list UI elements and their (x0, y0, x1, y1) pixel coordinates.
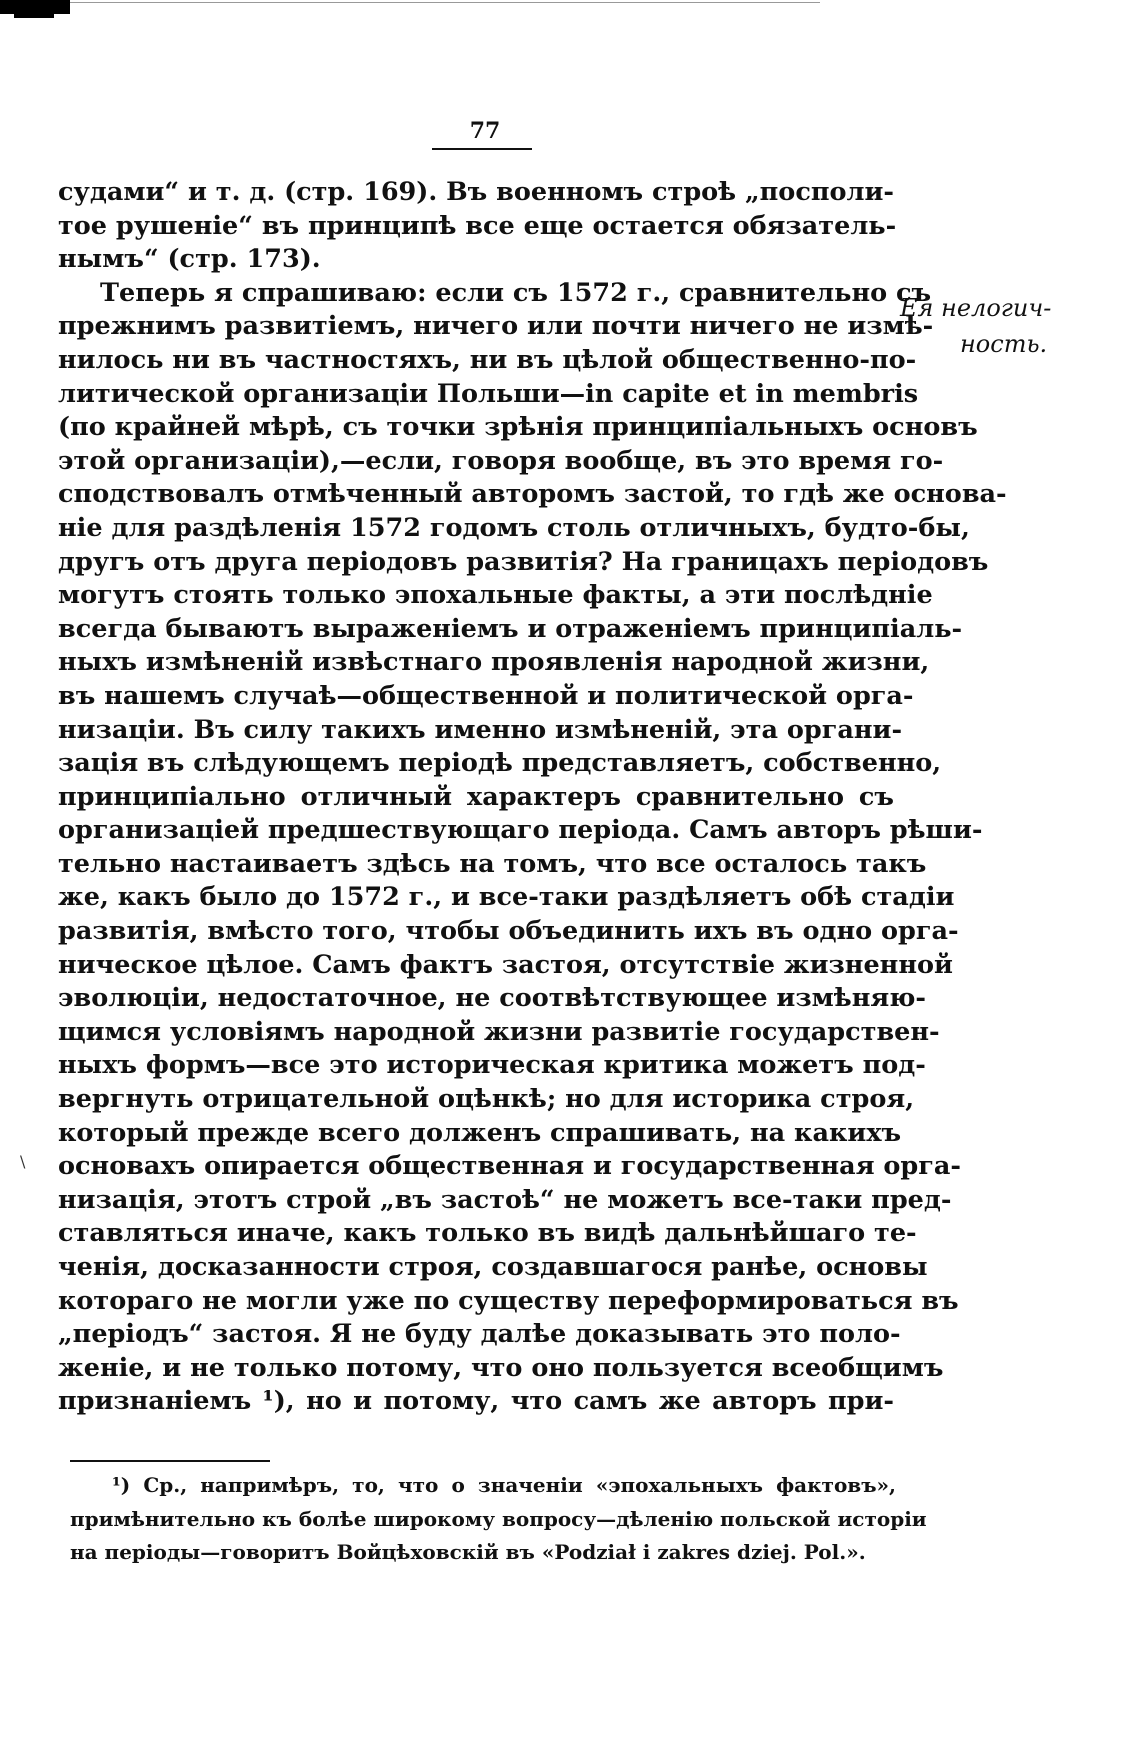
body-line: вергнуть отрицательной оцѣнкѣ; но для историка строя, (58, 1084, 915, 1115)
body-line: развитія, вмѣсто того, чтобы объединить ихъ въ одно орга- (58, 916, 959, 947)
footnote-rule (70, 1460, 270, 1462)
body-line: эволюціи, недостаточное, не соотвѣтствующее измѣняю- (58, 983, 926, 1014)
scan-corner-mark (0, 0, 70, 14)
body-line: въ нашемъ случаѣ—общественной и политической орга- (58, 680, 914, 711)
body-line: ныхъ формъ—все это историческая критика можетъ под- (58, 1050, 926, 1081)
body-line: низація, этотъ строй „въ застоѣ“ не можетъ все-таки пред- (58, 1184, 952, 1215)
footnote-line: на періоды—говоритъ Войцѣховскій въ «Podział i zakres dziej. Pol.». (70, 1540, 866, 1565)
margin-note-line: ность. (960, 330, 1048, 358)
body-line: „періодъ“ застоя. Я не буду далѣе доказывать это поло- (58, 1319, 901, 1350)
body-line: тое рушеніе“ въ принципѣ все еще остается обязатель- (58, 210, 897, 241)
footnote-line: примѣнительно къ болѣе широкому вопросу—дѣленію польской исторіи (70, 1506, 927, 1531)
footnotes (70, 1470, 927, 1571)
margin-note-line: Ея нелогич- (900, 294, 1052, 322)
body-line: зація въ слѣдующемъ періодѣ представляетъ, собственно, (58, 748, 942, 779)
body-line: признаніемъ ¹), но и потому, что самъ же авторъ при- (58, 1386, 894, 1417)
body-line: тельно настаиваетъ здѣсь на томъ, что все осталось такъ (58, 848, 927, 879)
body-line: могутъ стоять только эпохальные факты, а эти послѣдніе (58, 580, 933, 611)
margin-note (900, 290, 1070, 362)
body-line: женіе, и не только потому, что оно пользуется всеобщимъ (58, 1352, 944, 1383)
body-line: нилось ни въ частностяхъ, ни въ цѣлой общественно-по- (58, 344, 917, 375)
page-number-rule (432, 148, 532, 150)
body-line: прежнимъ развитіемъ, ничего или почти ничего не измѣ- (58, 311, 934, 342)
body-line: нымъ“ (стр. 173). (58, 244, 321, 275)
body-line: Теперь я спрашиваю: если съ 1572 г., сравнительно съ (100, 277, 932, 308)
body-line: литической организаціи Польши—in capite et in membris (58, 378, 919, 409)
body-line: ніе для раздѣленія 1572 годомъ столь отличныхъ, будто-бы, (58, 512, 970, 543)
top-rule (70, 2, 820, 3)
body-line: щимся условіямъ народной жизни развитіе государствен- (58, 1016, 940, 1047)
stray-mark: \ (20, 1152, 26, 1171)
footnote-line: ¹) Ср., напримѣръ, то, что о значеніи «эпохальныхъ фактовъ», (112, 1473, 896, 1497)
body-line: всегда бываютъ выраженіемъ и отраженіемъ принципіаль- (58, 613, 963, 644)
body-line: ныхъ измѣненій извѣстнаго проявленія народной жизни, (58, 647, 930, 678)
body-line: основахъ опирается общественная и государственная орга- (58, 1151, 961, 1182)
body-line: котораго не могли уже по существу переформироваться въ (58, 1285, 959, 1316)
body-line: другъ отъ друга періодовъ развитія? На границахъ періодовъ (58, 546, 989, 577)
body-line: же, какъ было до 1572 г., и все-таки раздѣляетъ обѣ стадіи (58, 882, 955, 913)
body-line: ченія, досказанности строя, создавшагося ранѣе, основы (58, 1252, 928, 1282)
body-line: организаціей предшествующаго періода. Самъ авторъ рѣши- (58, 815, 983, 846)
body-line: который прежде всего долженъ спрашивать, на какихъ (58, 1117, 902, 1148)
body-line: сподствовалъ отмѣченный авторомъ застой, то гдѣ же основа- (58, 479, 1007, 510)
body-line: этой организаціи),—если, говоря вообще, въ это время го- (58, 445, 944, 476)
body-line: ническое цѣлое. Самъ фактъ застоя, отсутствіе жизненной (58, 949, 953, 980)
page-number: 77 (469, 118, 501, 144)
body-line: низаціи. Въ силу такихъ именно измѣненій, эта органи- (58, 714, 903, 745)
body-line: ставляться иначе, какъ только въ видѣ дальнѣйшаго те- (58, 1218, 917, 1249)
body-line: принципіально отличный характеръ сравнительно съ (58, 781, 894, 812)
body-line: (по крайней мѣрѣ, съ точки зрѣнія принципіальныхъ основъ (58, 412, 978, 443)
body-line: судами“ и т. д. (стр. 169). Въ военномъ строѣ „посполи- (58, 177, 894, 207)
